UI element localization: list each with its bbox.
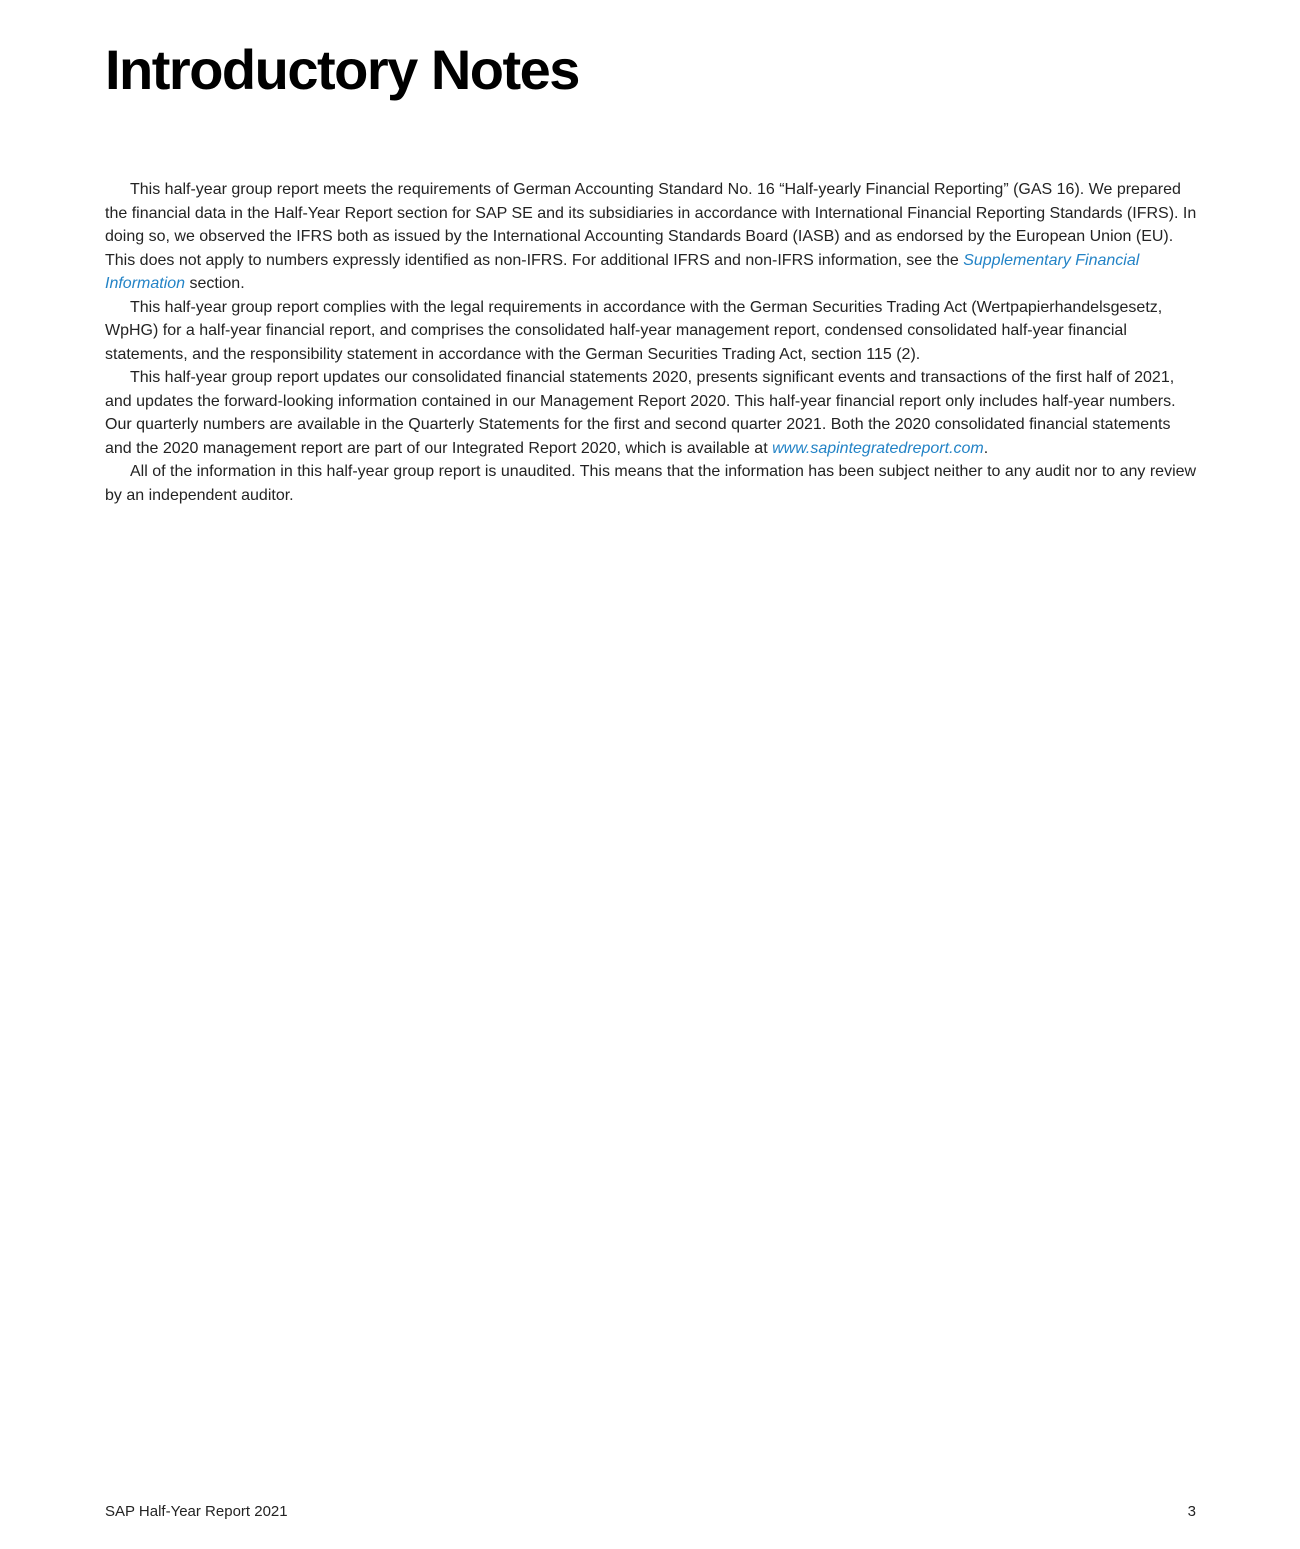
paragraph-4-text: All of the information in this half-year group report is unaudited. This means that the information has been subject neither to any audit nor to any review by an independent auditor. [105,463,1197,504]
body-text [105,178,1197,507]
page-title: Introductory Notes [105,38,579,101]
page-footer [105,1503,1196,1521]
paragraph-3-text: This half-year group report updates our consolidated financial statements 2020, presents significant events and transactions of the first half of 2021, and updates the forward-looking information contained in our Management Report 2020. This half-year financial report only includes half-year numbers. Our quarterly numbers are available in the Quarterly Statements for the first and second quarter 2021. Both the 2020 consolidated financial statements and the 2020 management report are part of our Integrated Report 2020, which is available at [105,369,1176,457]
paragraph-2-text: This half-year group report complies with the legal requirements in accordance with the German Securities Trading Act (Wertpapierhandelsgesetz, WpHG) for a half-year financial report, and comprises the consolidated half-year management report, condensed consolidated half-year financial statements, and the responsibility statement in accordance with the German Securities Trading Act, section 115 (2). [105,298,1163,363]
intro-paragraph-1 [105,178,1197,296]
paragraph-1-text-after: section. [185,275,245,292]
paragraph-1-text: This half-year group report meets the requirements of German Accounting Standard No. 16 “Half-yearly Financial Reporting” (GAS 16). We prepared the financial data in the Half-Year Report section for SAP SE and its subsidiaries in accordance with International Financial Reporting Standards (IFRS). In doing so, we observed the IFRS both as issued by the International Accounting Standards Board (IASB) and as endorsed by the European Union (EU). This does not apply to numbers expressly identified as non-IFRS. For additional IFRS and non-IFRS information, see the [105,181,1197,269]
intro-paragraph-3 [105,366,1197,460]
supplementary-financial-information-link[interactable]: Supplementary Financial Information [105,251,1140,292]
sap-integrated-report-link[interactable]: www.sapintegratedreport.com [772,439,984,457]
paragraph-3-text-after: . [983,439,989,457]
intro-paragraph-2 [105,296,1197,367]
footer-report-title: SAP Half-Year Report 2021 [105,1503,288,1520]
footer-page-number: 3 [1187,1503,1196,1520]
intro-paragraph-4 [105,460,1197,507]
